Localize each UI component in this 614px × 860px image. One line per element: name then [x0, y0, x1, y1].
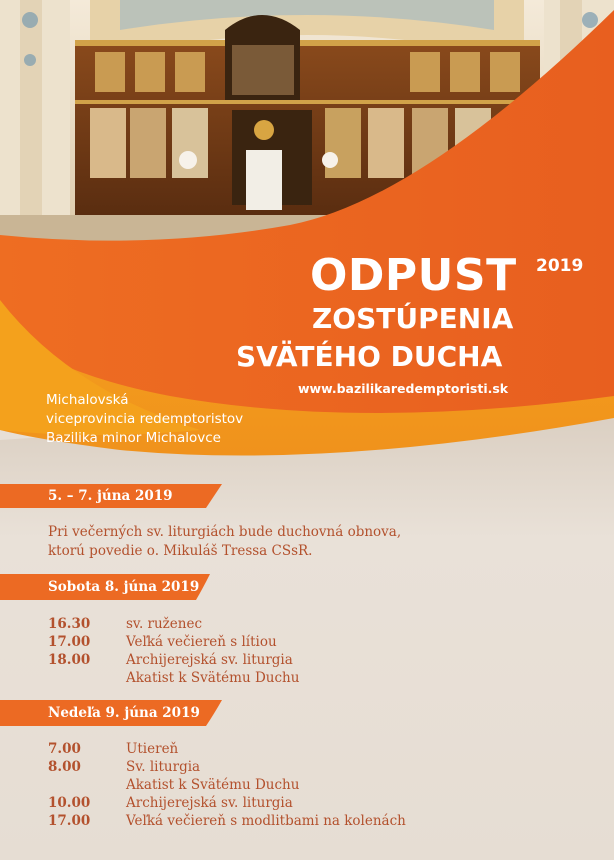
section2-event: sv. ruženec — [126, 616, 203, 632]
organizer-line2: viceprovincia redemptoristov — [46, 411, 244, 427]
section3-time: 17.00 — [48, 813, 91, 829]
section2-time: 18.00 — [48, 652, 91, 668]
section2-event: Veľká večiereň s lítiou — [126, 634, 277, 650]
website-link[interactable]: www.bazilikaredemptoristi.sk — [298, 381, 509, 396]
organizer-line1: Michalovská — [46, 392, 129, 408]
section2-time: 16.30 — [48, 616, 91, 632]
section2-event: Akatist k Svätému Duchu — [126, 670, 300, 686]
section1-line2: ktorú povedie o. Mikuláš Tressa CSsR. — [48, 543, 313, 559]
section3-event: Utiereň — [126, 741, 179, 757]
section2-heading: Sobota 8. júna 2019 — [48, 579, 200, 595]
subtitle-line2: SVÄTÉHO DUCHA — [236, 340, 503, 373]
section3-event: Archijerejská sv. liturgia — [126, 795, 293, 811]
year: 2019 — [536, 256, 584, 276]
section1-line1: Pri večerných sv. liturgiách bude duchovná obnova, — [48, 524, 402, 540]
section3-heading: Nedeľa 9. júna 2019 — [48, 705, 200, 721]
section3-time: 8.00 — [48, 759, 81, 775]
subtitle-line1: ZOSTÚPENIA — [312, 302, 514, 335]
title: ODPUST — [310, 250, 517, 301]
section3-event: Akatist k Svätému Duchu — [126, 777, 300, 793]
organizer-line3: Bazilika minor Michalovce — [46, 430, 221, 446]
section3-time: 10.00 — [48, 795, 91, 811]
section3-event: Sv. liturgia — [126, 759, 201, 775]
section2-time: 17.00 — [48, 634, 91, 650]
section1-heading: 5. – 7. júna 2019 — [48, 488, 173, 504]
section2-event: Archijerejská sv. liturgia — [126, 652, 293, 668]
section3-event: Veľká večiereň s modlitbami na kolenách — [126, 813, 406, 829]
section3-time: 7.00 — [48, 741, 81, 757]
